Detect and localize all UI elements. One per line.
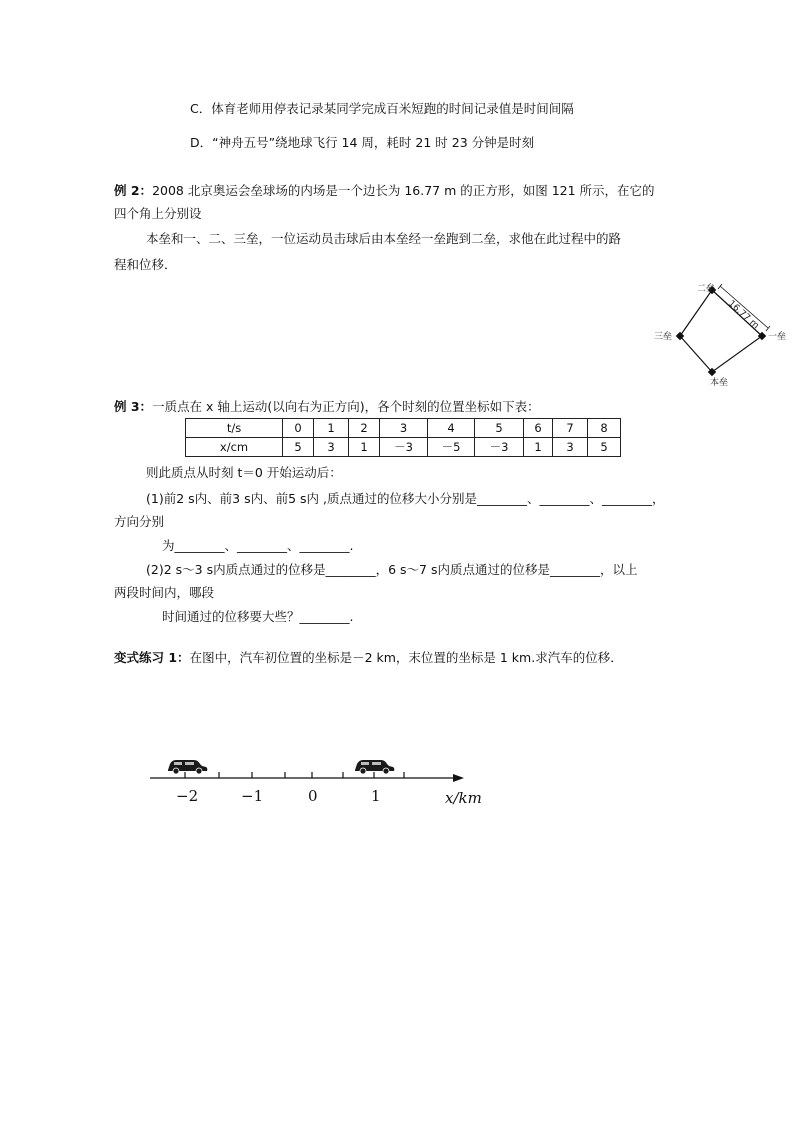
table-cell: 5 bbox=[283, 438, 314, 457]
example3-line bbox=[114, 398, 540, 416]
example2-text3: 本垒和一、二、三垒，一位运动员击球后由本垒经一垒跑到二垒，求他在此过程中的路 bbox=[146, 231, 622, 246]
example2-text4: 程和位移． bbox=[114, 257, 177, 272]
axis-label-1: 1 bbox=[371, 787, 381, 805]
example3-text: 一质点在 x 轴上运动(以向右为正方向)，各个时刻的位置坐标如下表： bbox=[152, 399, 540, 414]
table-cell: 8 bbox=[588, 419, 621, 438]
example3-q1-b: 方向分别 bbox=[114, 514, 165, 529]
car-icon-end bbox=[355, 760, 394, 774]
side-length-label: 16.77 m bbox=[725, 298, 761, 332]
table-header-x: x/cm bbox=[186, 438, 283, 457]
example2-label: 例 2： bbox=[114, 183, 153, 198]
number-line-figure bbox=[140, 748, 500, 818]
table-cell: 1 bbox=[314, 419, 349, 438]
label-third-base: 三垒 bbox=[654, 332, 673, 342]
example3-q1-c: 为________、________、________. bbox=[162, 538, 354, 553]
car-icon-start bbox=[168, 760, 207, 774]
label-first-base: 一垒 bbox=[768, 332, 787, 342]
example3-q1-a: (1)前2 s内、前3 s内、前5 s内 ,质点通过的位移大小分别是________、________、________， bbox=[146, 491, 665, 506]
position-table bbox=[185, 418, 621, 457]
table-row-time bbox=[186, 419, 621, 438]
example3-q2-b: 两段时间内，哪段 bbox=[114, 585, 215, 600]
table-cell: 2 bbox=[349, 419, 380, 438]
axis-unit-label: x/km bbox=[445, 789, 482, 807]
axis-label-minus1: −1 bbox=[241, 787, 264, 805]
table-cell: 5 bbox=[588, 438, 621, 457]
table-header-t: t/s bbox=[186, 419, 283, 438]
table-cell: －5 bbox=[428, 438, 475, 457]
example2-line1 bbox=[114, 182, 655, 200]
table-row-position bbox=[186, 438, 621, 457]
variant1-text: 在图中，汽车初位置的坐标是－2 km，末位置的坐标是 1 km.求汽车的位移． bbox=[189, 650, 623, 665]
table-cell: 3 bbox=[553, 438, 588, 457]
example3-q2-a: (2)2 s～3 s内质点通过的位移是________，6 s～7 s内质点通过的位移是________，以上 bbox=[146, 562, 638, 577]
table-cell: 3 bbox=[380, 419, 428, 438]
baseball-diamond-figure bbox=[650, 276, 790, 388]
table-cell: －3 bbox=[475, 438, 524, 457]
axis-label-0: 0 bbox=[308, 787, 318, 805]
option-d: D．“神舟五号”绕地球飞行 14 周，耗时 21 时 23 分钟是时刻 bbox=[190, 135, 535, 150]
table-cell: 1 bbox=[524, 438, 553, 457]
table-cell: 1 bbox=[349, 438, 380, 457]
example3-q2-c: 时间通过的位移要大些？________. bbox=[162, 609, 354, 624]
table-cell: 7 bbox=[553, 419, 588, 438]
label-second-base: 二垒 bbox=[697, 284, 716, 294]
table-cell: 4 bbox=[428, 419, 475, 438]
option-c: C．体育老师用停表记录某同学完成百米短跑的时间记录值是时间间隔 bbox=[190, 101, 574, 116]
dimension-tick-top bbox=[718, 284, 722, 289]
example2-text2: 四个角上分别设 bbox=[114, 206, 202, 221]
variant1-line bbox=[114, 649, 623, 667]
diamond-outline bbox=[680, 290, 762, 372]
example3-intro: 则此质点从时刻 t＝0 开始运动后： bbox=[146, 465, 342, 480]
label-home-base: 本垒 bbox=[710, 378, 729, 388]
table-cell: 3 bbox=[314, 438, 349, 457]
table-cell: 5 bbox=[475, 419, 524, 438]
axis-label-minus2: −2 bbox=[176, 787, 199, 805]
variant1-label: 变式练习 1： bbox=[114, 650, 190, 665]
table-cell: －3 bbox=[380, 438, 428, 457]
axis-arrow bbox=[453, 774, 464, 782]
example3-label: 例 3： bbox=[114, 399, 153, 414]
table-cell: 6 bbox=[524, 419, 553, 438]
example2-text1: 2008 北京奥运会垒球场的内场是一个边长为 16.77 m 的正方形，如图 121 所示，在它的 bbox=[152, 183, 655, 198]
table-cell: 0 bbox=[283, 419, 314, 438]
